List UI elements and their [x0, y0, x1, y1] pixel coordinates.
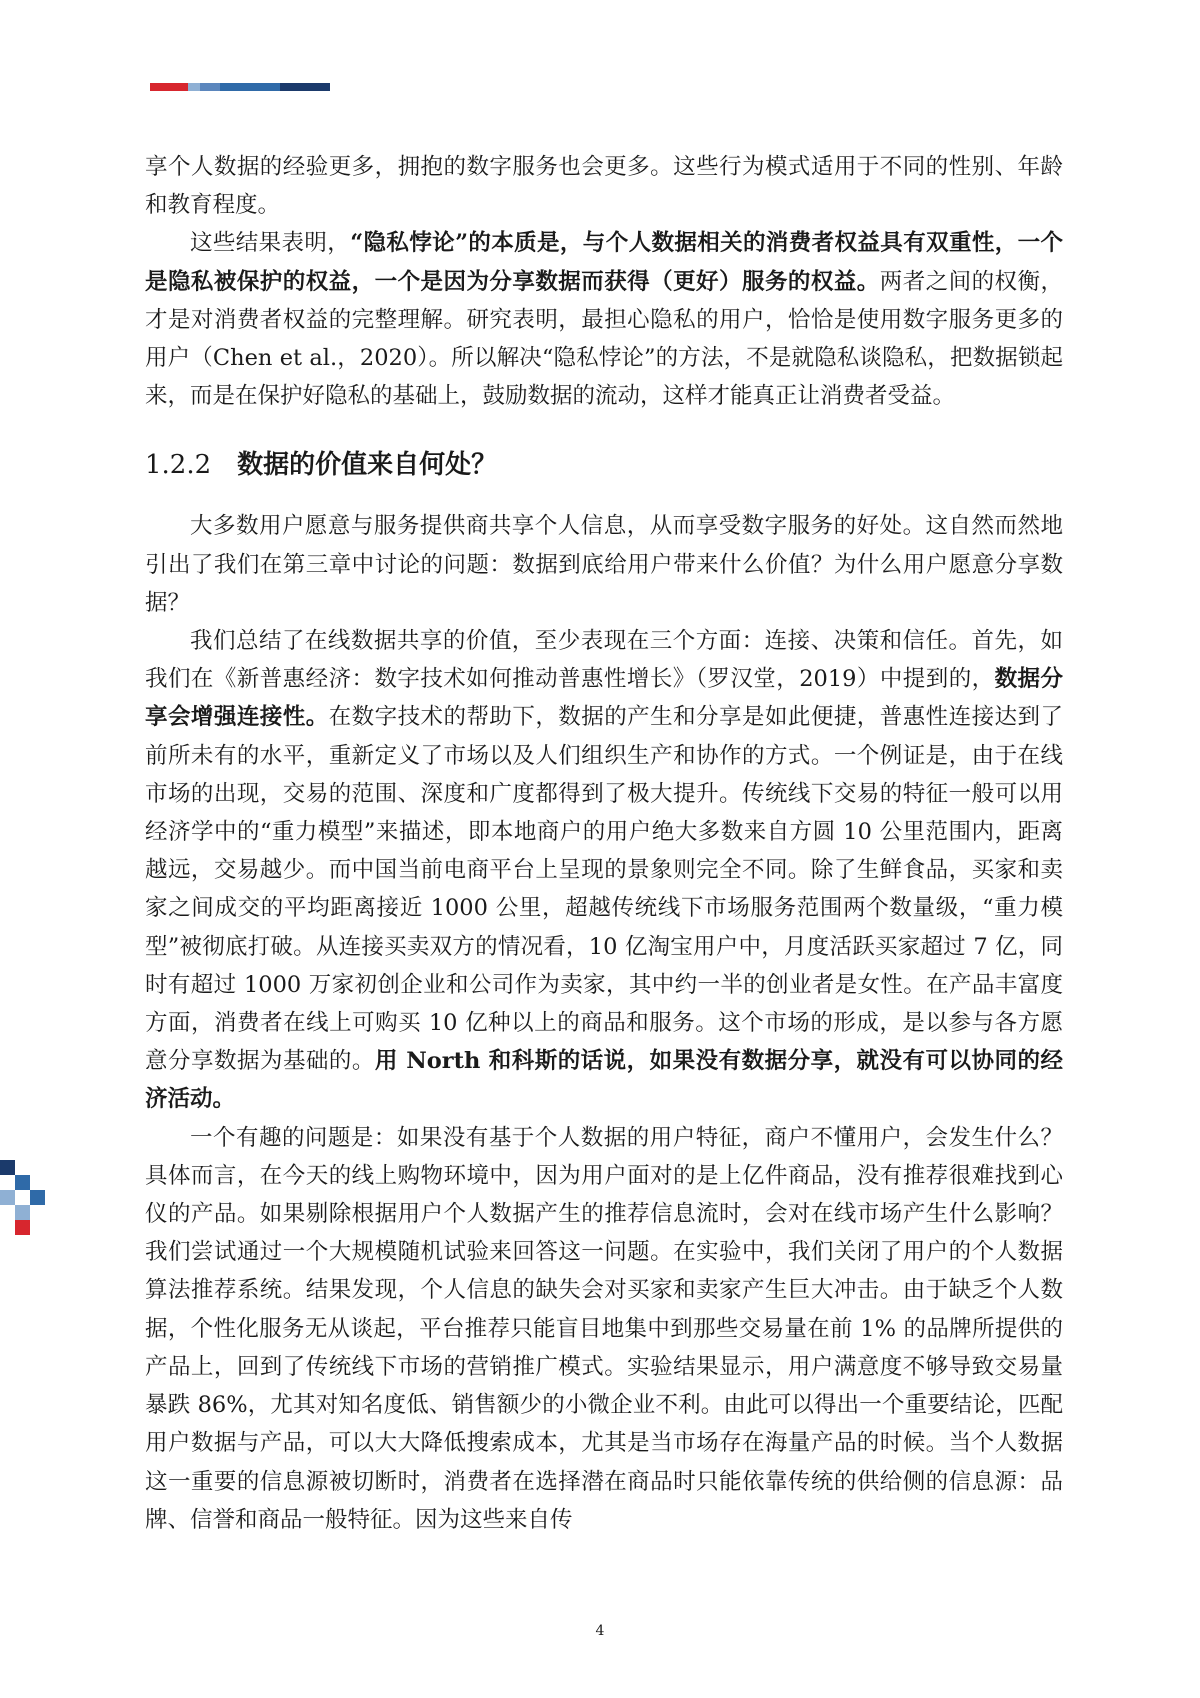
header-bar-mid-segment [200, 83, 220, 91]
paragraph-2-bold: “隐私悖论”的本质是，与个人数据相关的消费者权益具有双重性，一个是隐私被保护的权益，一个是因为分享数据而获得（更好）服务的权益。 [145, 230, 1063, 295]
header-bar-blue-segment [220, 83, 280, 91]
paragraph-2-tail: 两者之间的权衡，才是对消费者权益的完整理解。研究表明，最担心隐私的用户，恰恰是使用数字服务更多的用户（Chen et al.，2020）。所以解决“隐私悖论”的方法，不是就隐私谈隐私，把数据锁起来，而是在保护好隐私的基础上，鼓励数据的流动，这样才能真正让消费者受益。 [145, 268, 1063, 410]
side-pixel-decoration [0, 1160, 55, 1240]
side-pixel [30, 1190, 45, 1205]
paragraph-3: 大多数用户愿意与服务提供商共享个人信息，从而享受数字服务的好处。这自然而然地引出了我们在第三章中讨论的问题：数据到底给用户带来什么价值？为什么用户愿意分享数据？ [145, 513, 1063, 616]
side-pixel [0, 1160, 15, 1175]
paragraph-4-body: 在数字技术的帮助下，数据的产生和分享是如此便捷，普惠性连接达到了前所未有的水平，重新定义了市场以及人们组织生产和协作的方式。一个例证是，由于在线市场的出现，交易的范围、深度和广度都得到了极大提升。传统线下交易的特征一般可以用经济学中的“重力模型”来描述，即本地商户的用户绝大多数来自方圆 10 公里范围内，距离越远，交易越少。而中国当前电商平台上呈现的景象则完全不同。除了生鲜食品，买家和卖家之间成交的平均距离接近 1000 公里，超越传统线下市场服务范围两个数量级，“重力模型”被彻底打破。从连接买卖双方的情况看，10 亿淘宝用户中，月度活跃买家超过 7 亿，同时有超过 1000 万家初创企业和公司作为卖家，其中约一半的创业者是女性。在产品丰富度方面，消费者在线上可购买 10 亿种以上的商品和服务。这个市场的形成，是以参与各方愿意分享数据为基础的。 [145, 704, 1063, 1075]
paragraph-4-bold: 数据分享会增强连接性。 [145, 666, 1063, 731]
section-title: 数据的价值来自何处？ [237, 450, 498, 481]
paragraph-4-lead: 我们总结了在线数据共享的价值，至少表现在三个方面：连接、决策和信任。首先，如我们在《新普惠经济：数字技术如何推动普惠性增长》（罗汉堂，2019）中提到的， [145, 628, 1063, 693]
section-heading [145, 445, 1063, 485]
side-pixel [0, 1190, 15, 1205]
paragraph-2-lead: 这些结果表明， [190, 230, 351, 257]
document-body [145, 148, 1063, 1539]
paragraph-4-bold-closing: 用 North 和科斯的话说，如果没有数据分享，就没有可以协同的经济活动。 [145, 1048, 1063, 1113]
header-bar-light-segment [188, 83, 200, 91]
paragraph-4 [145, 622, 1063, 1119]
paragraph-5: 一个有趣的问题是：如果没有基于个人数据的用户特征，商户不懂用户，会发生什么？具体而言，在今天的线上购物环境中，因为用户面对的是上亿件商品，没有推荐很难找到心仪的产品。如果剔除根据用户个人数据产生的推荐信息流时，会对在线市场产生什么影响？我们尝试通过一个大规模随机试验来回答这一问题。在实验中，我们关闭了用户的个人数据算法推荐系统。结果发现，个人信息的缺失会对买家和卖家产生巨大冲击。由于缺乏个人数据，个性化服务无从谈起，平台推荐只能盲目地集中到那些交易量在前 1% 的品牌所提供的产品上，回到了传统线下市场的营销推广模式。实验结果显示，用户满意度不够导致交易量暴跌 86%，尤其对知名度低、销售额少的小微企业不利。由此可以得出一个重要结论，匹配用户数据与产品，可以大大降低搜索成本，尤其是当市场存在海量产品的时候。当个人数据这一重要的信息源被切断时，消费者在选择潜在商品时只能依靠传统的供给侧的信息源：品牌、信誉和商品一般特征。因为这些来自传 [145, 1124, 1063, 1533]
header-bar-red-segment [150, 83, 188, 91]
header-color-bar [150, 83, 330, 91]
header-bar-navy-segment [280, 83, 330, 91]
paragraph-1: 享个人数据的经验更多，拥抱的数字服务也会更多。这些行为模式适用于不同的性别、年龄和教育程度。 [145, 154, 1063, 219]
page-number: 4 [595, 1623, 605, 1639]
side-pixel [15, 1220, 30, 1235]
section-number: 1.2.2 [145, 450, 212, 481]
paragraph-2 [145, 224, 1063, 415]
side-pixel [15, 1175, 30, 1190]
side-pixel [15, 1205, 30, 1220]
